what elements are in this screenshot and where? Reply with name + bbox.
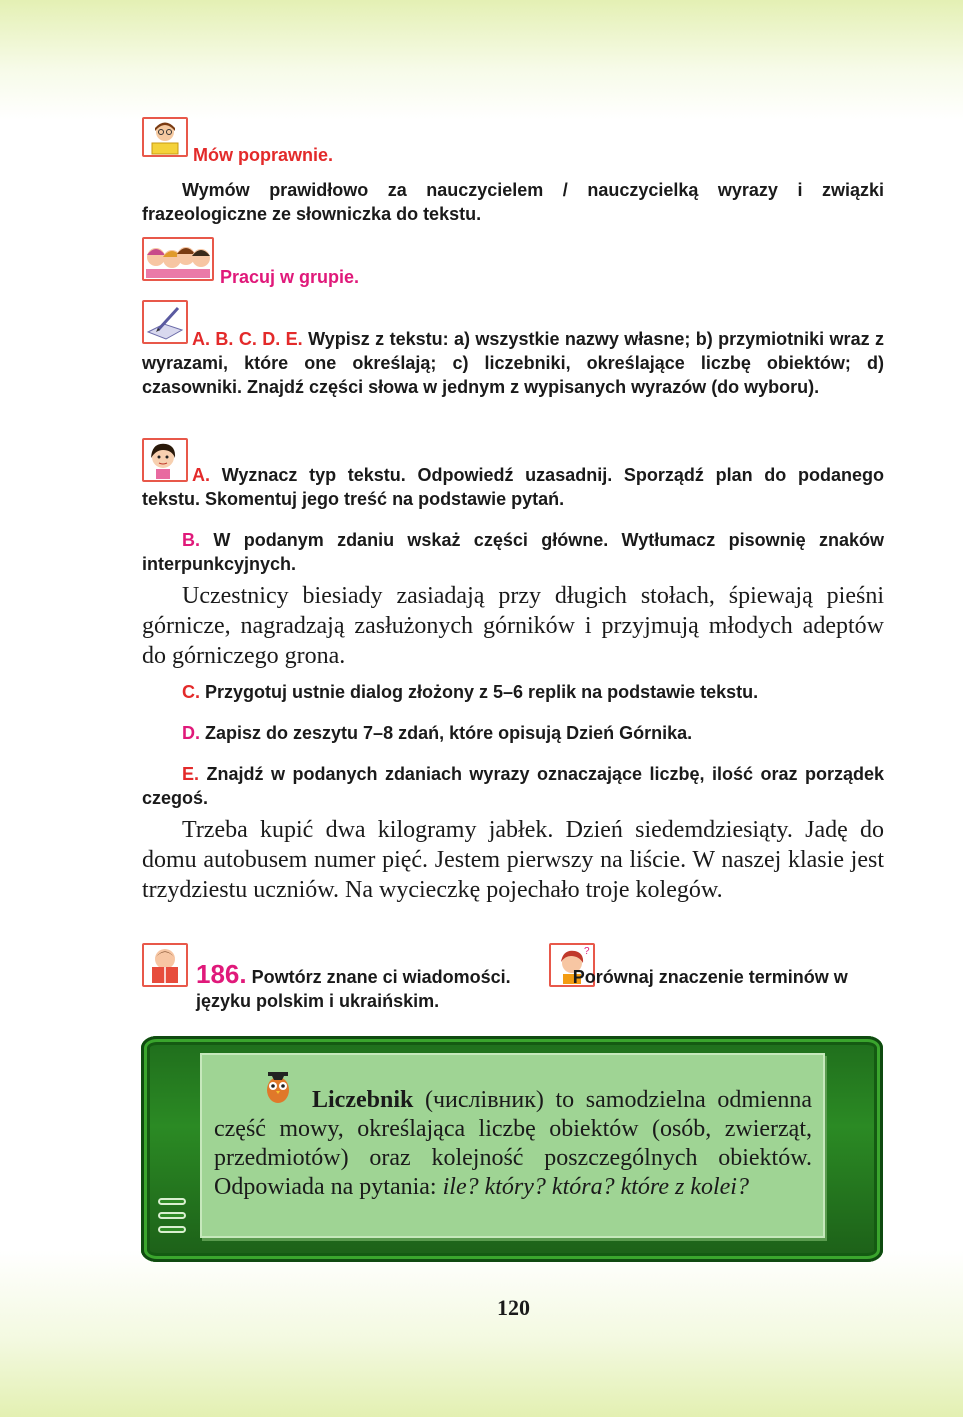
definition-term: Liczebnik <box>312 1087 414 1113</box>
exercise-text-1: Powtórz znane ci wiadomości. <box>251 967 511 987</box>
definition-text <box>214 1086 812 1202</box>
task-c <box>142 680 884 704</box>
task-a-label: A. <box>192 465 210 485</box>
task-b-text: W podanym zdaniu wskaż części główne. Wytłumacz pisownię znaków interpunkcyjnych. <box>142 530 884 574</box>
task-e <box>142 762 884 810</box>
example-sentence-b: Uczestnicy biesiady zasiadają przy długich stołach, śpiewają pieśni górnicze, nagradzają zasłużonych górników i przyjmują młodych adeptów do górniczego grona. <box>142 583 884 669</box>
task-a-text: Wyznacz typ tekstu. Odpowiedź uzasadnij. Sporządź plan do podanego tekstu. Skomentuj jego treść na podstawie pytań. <box>142 465 884 509</box>
definition-questions: ile? który? która? które z kolei? <box>442 1174 749 1200</box>
exercise-number: 186. <box>196 959 247 989</box>
task-d <box>142 721 884 745</box>
example-sentences-e: Trzeba kupić dwa kilogramy jabłek. Dzień siedemdziesiąty. Jadę do domu autobusem numer pięć. Jestem pierwszy na liście. W naszej klasie jest trzydziestu uczniów. Na wycieczkę pojechało troje kolegów. <box>142 817 884 903</box>
task-write-label: A. B. C. D. E. <box>192 329 303 349</box>
task-pronounce: Wymów prawidłowo za nauczycielem / nauczycielką wyrazy i związki frazeologiczne ze słowniczka do tekstu. <box>142 180 884 224</box>
section-title-speak: Mów poprawnie. <box>193 145 334 165</box>
reading-child-icon <box>142 117 188 157</box>
task-c-label: C. <box>182 682 200 702</box>
group-children-icon <box>142 237 214 281</box>
definition-body: to samodzielna odmienna część mowy, określająca liczbę obiektów (osób, zwierząt, przedmiotów) oraz kolejność poszczególnych obiektów. Odpowiada na pytania: <box>214 1087 813 1200</box>
section-title-group: Pracuj w grupie. <box>220 267 360 287</box>
task-b-label: B. <box>182 530 200 550</box>
board-decor-bar <box>158 1226 186 1233</box>
page-number: 120 <box>497 1295 530 1320</box>
task-e-text: Znajdź w podanych zdaniach wyrazy oznaczające liczbę, ilość oraz porządek czegoś. <box>142 764 884 808</box>
task-write-text: Wypisz z tekstu: a) wszystkie nazwy własne; b) przymiotniki wraz z wyrazami, które one określają; c) liczebniki, określające liczbę obiektów; d) czasowniki. Znajdź części słowa w jednym z wypisanych wyrazów (do wyboru). <box>142 329 884 397</box>
board-decor-bar <box>158 1212 186 1219</box>
board-decor-bar <box>158 1198 186 1205</box>
task-d-label: D. <box>182 723 200 743</box>
task-c-text: Przygotuj ustnie dialog złożony z 5–6 replik na podstawie tekstu. <box>205 682 759 702</box>
svg-text:?: ? <box>584 946 590 957</box>
task-b <box>142 528 884 576</box>
exercise-text-2: Porównaj znaczenie terminów w języku polskim i ukraińskim. <box>196 967 848 1011</box>
task-write-out <box>142 327 884 399</box>
task-a <box>142 463 884 511</box>
definition-translation: (числівник) <box>424 1087 544 1113</box>
task-e-label: E. <box>182 764 200 784</box>
task-d-text: Zapisz do zeszytu 7–8 zdań, które opisują Dzień Górnika. <box>205 723 693 743</box>
exercise-186 <box>142 959 884 1013</box>
